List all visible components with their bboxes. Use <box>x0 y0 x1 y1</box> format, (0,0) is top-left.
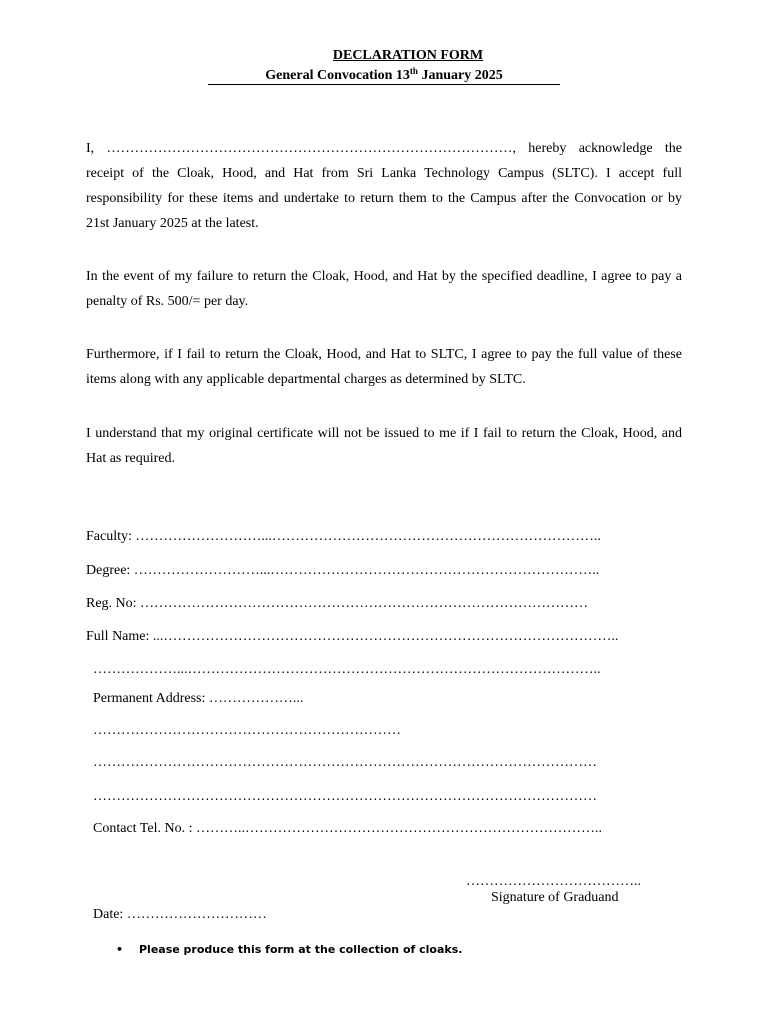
form-subtitle <box>208 67 560 85</box>
date-field: Date: ………………………… <box>93 907 267 922</box>
subtitle-main: General Convocation 13 <box>265 68 410 83</box>
reg-no-field: Reg. No: …………………………………………………………………………………… <box>86 596 589 611</box>
subtitle-month-year: January 2025 <box>417 68 503 83</box>
signature-label: Signature of Graduand <box>491 890 619 905</box>
form-title: DECLARATION FORM <box>332 48 484 63</box>
certificate-paragraph: I understand that my original certificate will not be issued to me if I fail to return the Cloak, Hood, and Hat as required. <box>86 426 682 466</box>
acknowledgement-paragraph: I, ……………………………………………………………………………, hereby acknowledge the receipt of the Cloak, Hood, and Hat from Sri Lanka Technology Campus (SLTC). I accept full responsibility for these items and undertake to return them to the Campus after the Convocation or by 21st January 2025 at the latest. <box>86 141 682 231</box>
full-value-paragraph: Furthermore, if I fail to return the Cloak, Hood, and Hat to SLTC, I agree to pay the full value of these items along with any applicable departmental charges as determined by SLTC. <box>86 347 682 387</box>
collection-note-text: Please produce this form at the collection of cloaks. <box>139 943 463 956</box>
address-line-2: ……………………………………………………………………………………………… <box>93 755 597 770</box>
penalty-paragraph: In the event of my failure to return the Cloak, Hood, and Hat by the specified deadline, I agree to pay a penalty of Rs. 500/= per day. <box>86 269 682 309</box>
collection-note <box>116 942 462 958</box>
full-name-field: Full Name: ...…………………………………………………………………………………….. <box>86 629 619 644</box>
address-line-3: ……………………………………………………………………………………………… <box>93 789 597 804</box>
permanent-address-field: Permanent Address: ………………... <box>93 691 304 706</box>
contact-tel-field: Contact Tel. No. : ………..………………………………………………………………….. <box>93 821 602 836</box>
full-name-continuation: ………………...…………………………………………………………………………….. <box>93 662 601 677</box>
bullet-icon: • <box>116 943 124 956</box>
address-line-1: ………………………………………………………… <box>93 723 401 738</box>
signature-line: ……………………………….. <box>466 874 641 889</box>
degree-field: Degree: ………………………...…………………………………………………………….. <box>86 563 600 578</box>
subtitle-superscript: th <box>409 66 418 76</box>
faculty-field: Faculty: ………………………...…………………………………………………………….. <box>86 529 601 544</box>
